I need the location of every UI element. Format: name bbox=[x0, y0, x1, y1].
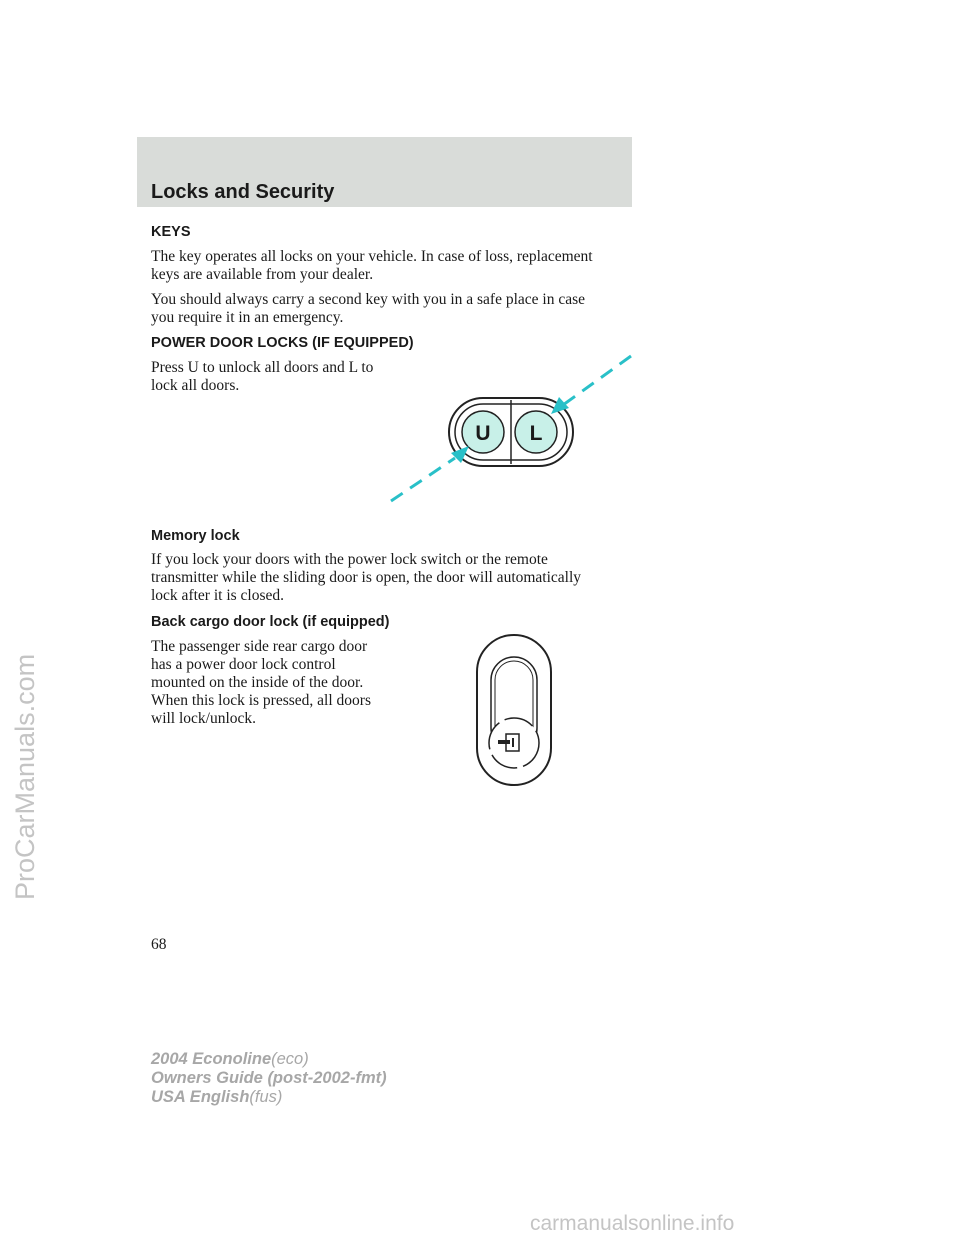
arrow-line-lower bbox=[391, 458, 455, 501]
section-header-band bbox=[137, 137, 632, 207]
cargo-door-lock-paragraph bbox=[151, 638, 371, 728]
power-door-locks-heading: POWER DOOR LOCKS (IF EQUIPPED) bbox=[151, 335, 414, 351]
text-line: Press U to unlock all doors and L to bbox=[151, 359, 374, 376]
power-door-locks-paragraph bbox=[151, 359, 373, 395]
text-line: will lock/unlock. bbox=[151, 710, 257, 727]
document-footer bbox=[151, 1050, 387, 1107]
lock-label: L bbox=[529, 422, 543, 445]
text-line: When this lock is pressed, all doors bbox=[151, 692, 371, 709]
bottom-watermark: carmanualsonline.info bbox=[530, 1212, 735, 1235]
memory-lock-heading: Memory lock bbox=[151, 528, 240, 544]
text-line: The key operates all locks on your vehicle. In case of loss, replacement bbox=[151, 248, 593, 265]
text-line: You should always carry a second key with you in a safe place in case bbox=[151, 291, 586, 308]
memory-lock-paragraph bbox=[151, 551, 581, 605]
text-line: transmitter while the sliding door is open, the door will automatically bbox=[151, 569, 582, 586]
cargo-door-lock-heading: Back cargo door lock (if equipped) bbox=[151, 614, 390, 630]
keys-heading: KEYS bbox=[151, 224, 191, 240]
footer-model-code: (eco) bbox=[271, 1050, 309, 1068]
text-line: The passenger side rear cargo door bbox=[151, 638, 368, 655]
footer-line-2: Owners Guide (post-2002-fmt) bbox=[151, 1069, 387, 1087]
keys-paragraph-1 bbox=[151, 248, 593, 284]
text-line: If you lock your doors with the power lock switch or the remote bbox=[151, 551, 548, 568]
text-line: keys are available from your dealer. bbox=[151, 266, 374, 283]
text-line: lock after it is closed. bbox=[151, 587, 284, 604]
footer-language-code: (fus) bbox=[249, 1088, 283, 1106]
side-watermark-text: ProCarManuals.com bbox=[10, 653, 40, 900]
footer-line-1 bbox=[151, 1050, 387, 1069]
section-title: Locks and Security bbox=[151, 181, 335, 203]
footer-line-3 bbox=[151, 1088, 387, 1107]
text-line: you require it in an emergency. bbox=[151, 309, 344, 326]
footer-language: USA English bbox=[151, 1088, 250, 1106]
footer-model: 2004 Econoline bbox=[151, 1050, 272, 1068]
page-number: 68 bbox=[151, 936, 167, 953]
text-line: lock all doors. bbox=[151, 377, 240, 394]
text-line: has a power door lock control bbox=[151, 656, 336, 673]
power-lock-switch-diagram bbox=[385, 350, 655, 510]
arrow-line-upper bbox=[563, 356, 631, 405]
unlock-label: U bbox=[475, 422, 491, 445]
text-line: mounted on the inside of the door. bbox=[151, 674, 364, 691]
keys-paragraph-2 bbox=[151, 291, 585, 327]
cargo-door-lock-diagram bbox=[472, 630, 562, 790]
